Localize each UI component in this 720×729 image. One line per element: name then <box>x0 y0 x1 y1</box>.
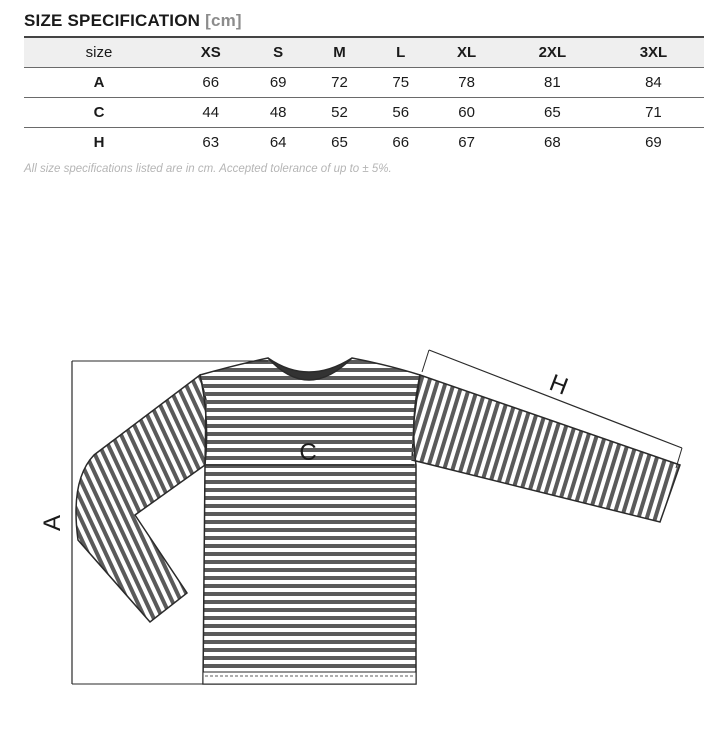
header-2xl: 2XL <box>502 37 603 68</box>
table-row <box>24 68 704 98</box>
table-cell: 66 <box>392 134 410 151</box>
header-xl: XL <box>431 37 501 68</box>
label-h: H <box>545 369 572 401</box>
tolerance-note: All size specifications listed are in cm. Accepted tolerance of up to ± 5%. <box>24 163 392 175</box>
title-text: SIZE SPECIFICATION <box>24 11 201 30</box>
table-cell: 72 <box>309 68 370 98</box>
size-table <box>24 36 704 157</box>
table-cell: 64 <box>269 134 287 151</box>
title-unit: [cm] <box>205 11 242 30</box>
table-cell: 69 <box>248 68 309 98</box>
table-cell: 81 <box>502 68 603 98</box>
table-cell: 60 <box>431 98 501 128</box>
header-l: L <box>370 37 431 68</box>
garment-diagram <box>0 330 720 700</box>
label-a: A <box>39 514 66 532</box>
table-cell: 68 <box>544 134 561 151</box>
row-label-a: A <box>24 68 174 98</box>
table-cell: 66 <box>174 68 248 98</box>
table-cell: 84 <box>603 68 704 98</box>
table-cell: 44 <box>174 98 248 128</box>
header-s: S <box>248 37 309 68</box>
row-label-c: C <box>24 98 174 128</box>
right-sleeve <box>412 375 680 522</box>
table-cell: 48 <box>248 98 309 128</box>
header-3xl: 3XL <box>603 37 704 68</box>
table-cell: 78 <box>431 68 501 98</box>
table-cell: 69 <box>645 134 662 151</box>
header-m: M <box>309 37 370 68</box>
table-cell: 65 <box>331 134 348 151</box>
table-cell: 56 <box>370 98 431 128</box>
table-row <box>24 128 704 158</box>
table-cell: 75 <box>370 68 431 98</box>
header-size: size <box>24 37 174 68</box>
left-sleeve <box>76 375 206 622</box>
size-header-row <box>24 37 704 68</box>
size-spec-title <box>24 11 242 31</box>
table-cell: 63 <box>202 134 220 151</box>
table-cell: 71 <box>603 98 704 128</box>
table-cell: 67 <box>458 134 475 151</box>
row-label-h: H <box>93 134 105 151</box>
label-c: C <box>299 439 317 466</box>
table-cell: 65 <box>502 98 603 128</box>
table-cell: 52 <box>309 98 370 128</box>
header-xs: XS <box>174 37 248 68</box>
table-row <box>24 98 704 128</box>
shirt-body <box>200 358 420 684</box>
